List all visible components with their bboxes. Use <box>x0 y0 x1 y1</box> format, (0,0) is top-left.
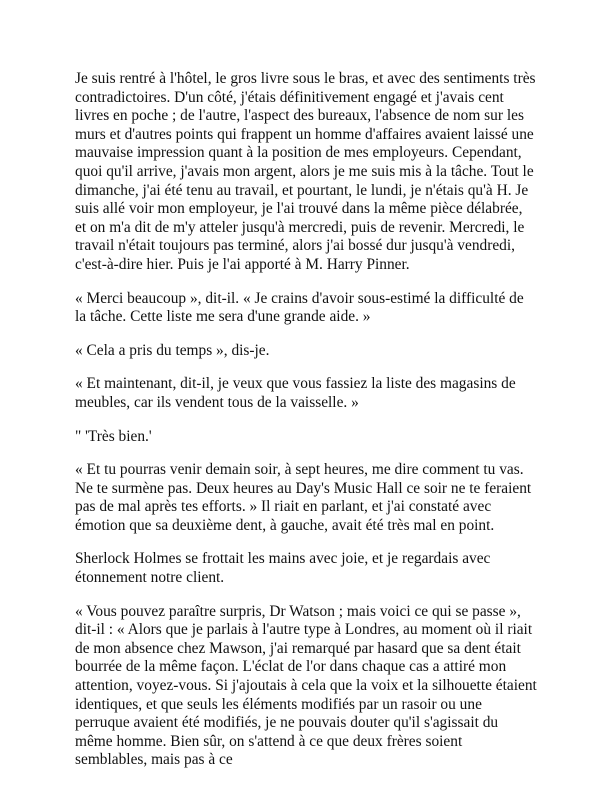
paragraph-watson-surprised: « Vous pouvez paraître surpris, Dr Watson ; mais voici ce qui se passe », dit-il : « Alors que je parlais à l'autre type à Londres, au moment où il riait de mon absence chez Mawson, j'ai remarqué par hasard que sa dent était bourrée de la même façon. L'éclat de l'or dans chaque cas a attiré mon attention, voyez-vous. Si j'ajoutais à cela que la voix et la silhouette étaient identiques, et que seuls les éléments modifiés par un rasoir ou une perruque avaient été modifiés, je ne pouvais douter qu'il s'agissait du même homme. Bien sûr, on s'attend à ce que deux frères soient semblables, mais pas à ce <box>75 602 537 769</box>
paragraph-thanks: « Merci beaucoup », dit-il. « Je crains d'avoir sous-estimé la difficulté de la tâche. Cette liste me sera d'une grande aide. » <box>75 289 524 326</box>
paragraph-furniture-list: « Et maintenant, dit-il, je veux que vous fassiez la liste des magasins de meubles, car ils vendent tous de la vaisselle. » <box>75 375 516 411</box>
paragraph-took-time: « Cela a pris du temps », dis-je. <box>75 341 270 359</box>
paragraph-hotel-return: Je suis rentré à l'hôtel, le gros livre sous le bras, et avec des sentiments très contradictoires. D'un côté, j'étais définitivement engagé et j'avais cent livres en poche ; de l'autre, l'aspect des bureaux, l'absence de nom sur les murs et d'autres points qui frappent un homme d'affaires avaient laissé une mauvaise impression quant à la position de mes employeurs. Cependant, quoi qu'il arrive, j'avais mon argent, alors je me suis mis à la tâche. Tout le dimanche, j'ai été tenu au travail, et pourtant, le lundi, je n'étais qu'à H. Je suis allé voir mon employeur, je l'ai trouvé dans la même pièce délabrée, et on m'a dit de m'y atteler jusqu'à mercredi, puis de revenir. Mercredi, le travail n'était toujours pas terminé, alors j'ai bossé dur jusqu'à vendredi, c'est-à-dire hier. Puis je l'ai apporté à M. Harry Pinner. <box>75 70 536 273</box>
document-page <box>75 70 537 785</box>
paragraph-holmes-rubbing-hands: Sherlock Holmes se frottait les mains avec joie, et je regardais avec étonnement notre client. <box>75 550 491 587</box>
paragraph-tomorrow-evening: « Et tu pourras venir demain soir, à sept heures, me dire comment tu vas. Ne te surmène pas. Deux heures au Day's Music Hall ce soir ne te feraient pas de mal après tes efforts. » Il riait en parlant, et j'ai constaté avec émotion que sa deuxième dent, à gauche, avait été très mal en point. <box>75 461 532 534</box>
paragraph-very-well: " 'Très bien.' <box>75 427 152 445</box>
